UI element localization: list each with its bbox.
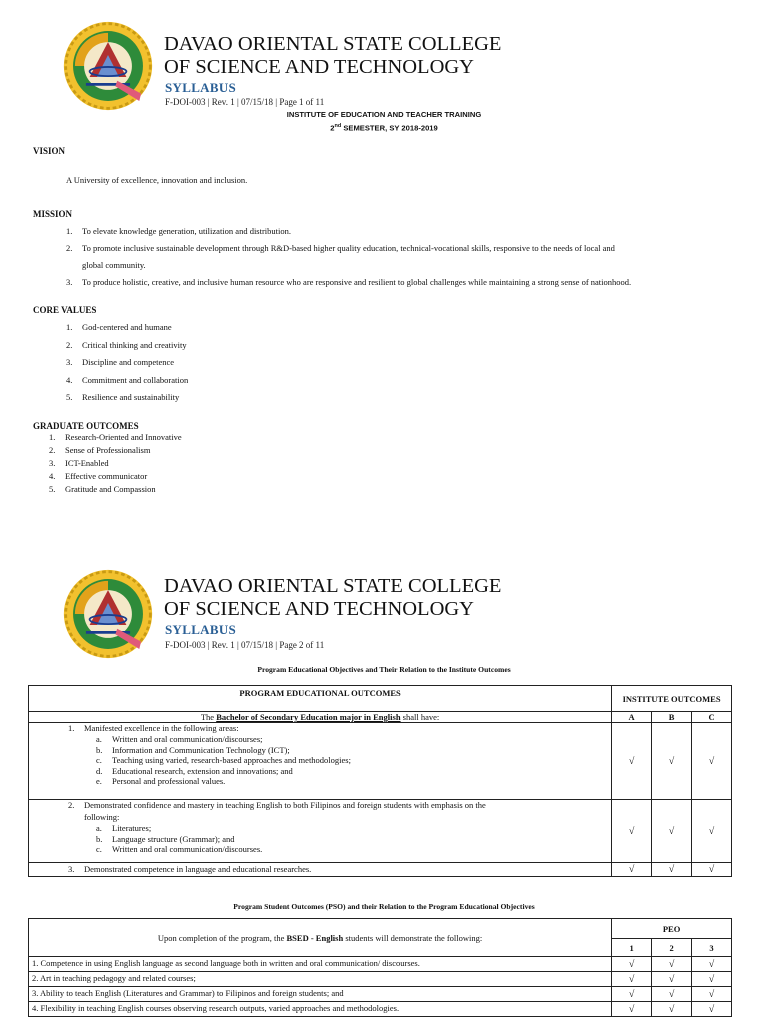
pso-row: 4. Flexibility in teaching English courses observing research outputs, varied approaches and methodologies.	[29, 1002, 612, 1017]
peo-intro: The Bachelor of Secondary Education major in English shall have:	[29, 712, 612, 723]
pso-row: 1. Competence in using English language as second language both in written and oral communication/ discourses.	[29, 957, 612, 972]
graduate-outcomes-list	[49, 432, 182, 497]
col-3: 3	[692, 939, 732, 957]
institute-name: INSTITUTE OF EDUCATION AND TEACHER TRAINING	[286, 110, 482, 119]
college-name-line2: OF SCIENCE AND TECHNOLOGY	[164, 56, 474, 78]
college-logo	[62, 20, 154, 112]
check-mark: √	[652, 863, 692, 877]
college-name	[164, 33, 501, 79]
table-row	[29, 972, 732, 987]
check-mark: √	[652, 800, 692, 863]
check-mark: √	[652, 972, 692, 987]
check-mark: √	[652, 1002, 692, 1017]
syllabus-label: SYLLABUS	[165, 622, 237, 637]
table-row	[29, 686, 732, 712]
syllabus-label: SYLLABUS	[165, 80, 237, 95]
table-row	[29, 712, 732, 723]
semester-sup: nd	[334, 123, 342, 129]
check-mark: √	[612, 863, 652, 877]
form-code: F-DOI-003 | Rev. 1 | 07/15/18 | Page 1 of 11	[165, 97, 325, 107]
college-logo	[62, 568, 154, 660]
check-mark: √	[612, 987, 652, 1002]
semester-num: 2	[330, 123, 335, 133]
college-name	[164, 575, 501, 621]
check-mark: √	[692, 972, 732, 987]
core-values-heading: CORE VALUES	[33, 305, 97, 315]
check-mark: √	[612, 972, 652, 987]
check-mark: √	[652, 987, 692, 1002]
list-item: 4. Effective communicator	[49, 471, 148, 481]
check-mark: √	[652, 957, 692, 972]
pso-row: 2. Art in teaching pedagogy and related courses;	[29, 972, 612, 987]
form-code: F-DOI-003 | Rev. 1 | 07/15/18 | Page 2 of 11	[165, 640, 325, 650]
list-item: 3. ICT-Enabled	[49, 458, 109, 468]
col-1: 1	[612, 939, 652, 957]
table-row	[29, 863, 732, 877]
table-row	[29, 957, 732, 972]
pso-table-title: Program Student Outcomes (PSO) and their Relation to the Program Educational Objectives	[233, 902, 535, 911]
col-a: A	[612, 712, 652, 723]
check-mark: √	[652, 723, 692, 800]
check-mark: √	[692, 1002, 732, 1017]
list-item: c. Written and oral communication/discourses.	[96, 844, 263, 854]
check-mark: √	[692, 723, 732, 800]
list-item: 2. Critical thinking and creativity	[66, 339, 187, 350]
mission-list	[66, 226, 742, 294]
college-name-line1: DAVAO ORIENTAL STATE COLLEGE	[164, 33, 502, 55]
college-name-line1: DAVAO ORIENTAL STATE COLLEGE	[164, 575, 502, 597]
pso-intro: Upon completion of the program, the BSED - English students will demonstrate the following:	[29, 919, 612, 957]
check-mark: √	[612, 723, 652, 800]
list-item: 2. To promote inclusive sustainable development through R&D-based higher quality education, technical-vocational skills, responsive to the needs of local and	[66, 243, 615, 253]
core-values-list	[66, 322, 189, 410]
college-name-line2: OF SCIENCE AND TECHNOLOGY	[164, 598, 474, 620]
list-item: global community.	[82, 260, 146, 270]
pso-table	[28, 918, 732, 1017]
table-row	[29, 919, 732, 939]
list-item: 3. To produce holistic, creative, and inclusive human resource who are responsive and resilient to global challenges while maintaining a strong sense of nationhood.	[66, 277, 632, 287]
peo-row-2: 2. Demonstrated confidence and mastery in teaching English to both Filipinos and foreign students with emphasis on the following: a. Literatures; b. Language structure (Grammar); and c. Written and oral communication/discourses.	[29, 800, 612, 863]
peo-row-1: 1. Manifested excellence in the following areas: a. Written and oral communication/discourses; b. Information and Communication Technology (ICT); c. Teaching using varied, research-based approaches and methodologies; d. Educational research, extension and innovations; and e. Personal and professional values.	[29, 723, 612, 800]
check-mark: √	[692, 957, 732, 972]
list-item: 2. Sense of Professionalism	[49, 445, 151, 455]
mission-heading: MISSION	[33, 209, 73, 219]
table-row	[29, 723, 732, 800]
list-item: c. Teaching using varied, research-based approaches and methodologies;	[96, 755, 351, 765]
vision-heading: VISION	[33, 146, 66, 156]
peo-header: PEO	[612, 919, 732, 939]
check-mark: √	[612, 1002, 652, 1017]
check-mark: √	[612, 957, 652, 972]
list-item: 3. Discipline and competence	[66, 357, 175, 367]
col-b: B	[652, 712, 692, 723]
peo-table	[28, 685, 732, 877]
list-item: b. Language structure (Grammar); and	[96, 833, 235, 844]
check-mark: √	[612, 800, 652, 863]
table-row	[29, 800, 732, 863]
pso-row: 3. Ability to teach English (Literatures and Grammar) to Filipinos and foreign students; and	[29, 987, 612, 1002]
peo-table-title: Program Educational Objectives and Their Relation to the Institute Outcomes	[257, 665, 511, 674]
list-item: 1. Research-Oriented and Innovative	[49, 432, 182, 442]
col-c: C	[692, 712, 732, 723]
check-mark: √	[692, 863, 732, 877]
list-item: 1. God-centered and humane	[66, 322, 172, 332]
list-item: 1. To elevate knowledge generation, utilization and distribution.	[66, 226, 292, 236]
graduate-outcomes-heading: GRADUATE OUTCOMES	[33, 421, 139, 431]
vision-text: A University of excellence, innovation and inclusion.	[66, 175, 248, 185]
peo-row-3: 3. Demonstrated competence in language and educational researches.	[29, 863, 612, 877]
col-2: 2	[652, 939, 692, 957]
list-item: d. Educational research, extension and innovations; and	[96, 765, 293, 776]
list-item: a. Written and oral communication/discourses;	[96, 734, 263, 744]
list-item: 5. Resilience and sustainability	[66, 392, 180, 402]
semester-rest: SEMESTER, SY 2018-2019	[341, 123, 438, 133]
list-item: a. Literatures;	[96, 823, 152, 833]
peo-col-header: PROGRAM EDUCATIONAL OUTCOMES	[29, 686, 612, 712]
table-row	[29, 1002, 732, 1017]
institute-outcomes-header: INSTITUTE OUTCOMES	[612, 686, 732, 712]
list-item: 5. Gratitude and Compassion	[49, 484, 156, 494]
list-item: e. Personal and professional values.	[96, 776, 226, 786]
list-item: b. Information and Communication Technology (ICT);	[96, 744, 290, 755]
table-row	[29, 987, 732, 1002]
semester-line	[0, 123, 768, 133]
list-item: 4. Commitment and collaboration	[66, 374, 189, 385]
check-mark: √	[692, 800, 732, 863]
check-mark: √	[692, 987, 732, 1002]
